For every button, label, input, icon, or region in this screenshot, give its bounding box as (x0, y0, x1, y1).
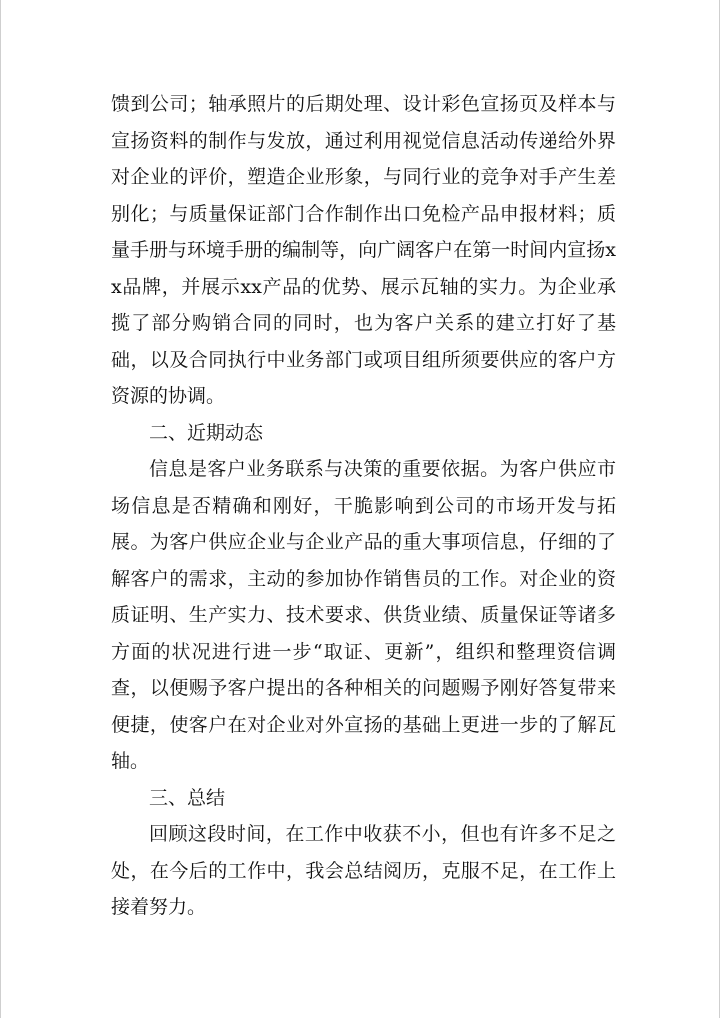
section-heading-summary: 三、总结 (149, 786, 226, 809)
paragraph-summary: 回顾这段时间，在工作中收获不小，但也有许多不足之处，在今后的工作中，我会总结阅历，克服不足，在工作上接着努力。 (111, 823, 616, 918)
section-heading-recent-news: 二、近期动态 (149, 421, 264, 444)
paragraph-recent-news: 信息是客户业务联系与决策的重要依据。为客户供应市场信息是否精确和刚好，干脆影响到公司的市场开发与拓展。为客户供应企业与企业产品的重大事项信息，仔细的了解客户的需求，主动的参加协作销售员的工作。对企业的资质证明、生产实力、技术要求、供货业绩、质量保证等诸多方面的状况进行进一步“取证、更新”，组织和整理资信调查，以便赐予客户提出的各种相关的问题赐予刚好答复带来便捷，使客户在对企业对外宣扬的基础上更进一步的了解瓦轴。 (111, 458, 616, 772)
document-body (111, 86, 616, 926)
paragraph-continuation: 馈到公司；轴承照片的后期处理、设计彩色宣扬页及样本与宣扬资料的制作与发放，通过利用视觉信息活动传递给外界对企业的评价，塑造企业形象，与同行业的竞争对手产生差别化；与质量保证部门合作制作出口免检产品申报材料；质量手册与环境手册的编制等，向广阔客户在第一时间内宣扬xx品牌，并展示xx产品的优势、展示瓦轴的实力。为企业承揽了部分购销合同的同时，也为客户关系的建立打好了基础，以及合同执行中业务部门或项目组所须要供应的客户方资源的协调。 (111, 93, 616, 407)
